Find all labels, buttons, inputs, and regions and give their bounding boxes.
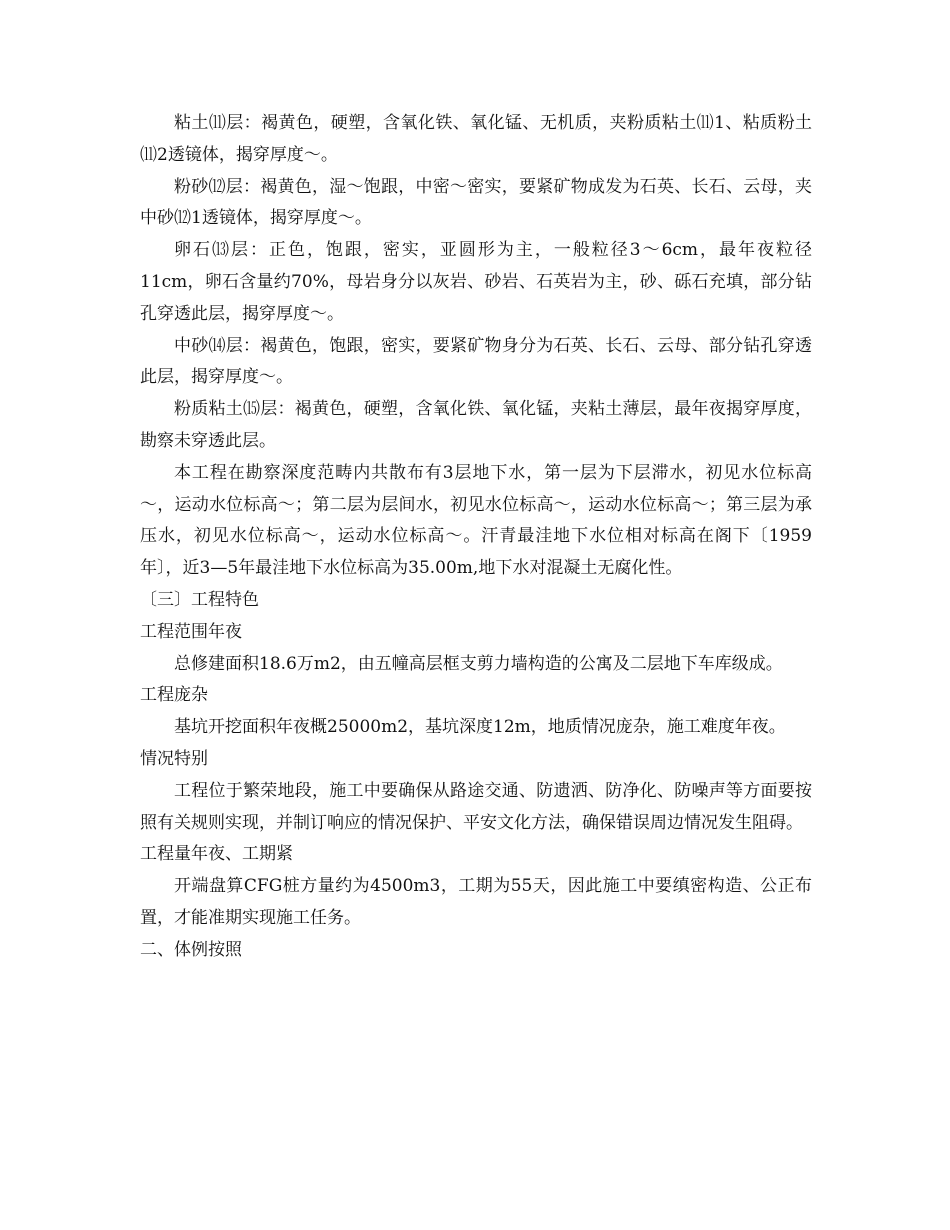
section-heading-features: 〔三〕工程特色 (140, 589, 259, 610)
subheading-scale: 工程范围年夜 (140, 621, 242, 642)
paragraph-scale: 总修建面积18.6万m2，由五幢高层框支剪力墙构造的公寓及二层地下车库级成。 (174, 653, 783, 674)
paragraph-schedule: 开端盘算CFG桩方量约为4500m3，工期为55天，因此施工中要缜密构造、公正布置，才能准期实现施工任务。 (140, 876, 812, 928)
paragraph-groundwater: 本工程在勘察深度范畴内共散布有3层地下水，第一层为下层滞水，初见水位标高～，运动水位标高～；第二层为层间水，初见水位标高～，运动水位标高～；第三层为承压水，初见水位标高～，运动水位标高～。汗青最洼地下水位相对标高在阁下〔1959年〕，近3—5年最洼地下水位标高为35.00m,地下水对混凝土无腐化性。 (140, 462, 812, 579)
subheading-schedule: 工程量年夜、工期紧 (140, 844, 293, 865)
paragraph-pebble-layer: 卵石⒀层：正色，饱跟，密实，亚圆形为主，一般粒径3～6cm，最年夜粒径11cm，卵石含量约70%，母岩身分以灰岩、砂岩、石英岩为主，砂、砾石充填，部分钻孔穿透此层，揭穿厚度～。 (140, 240, 812, 324)
paragraph-silty-clay-layer: 粉质粘土⒂层：褐黄色，硬塑，含氧化铁、氧化锰，夹粘土薄层，最年夜揭穿厚度，勘察未穿透此层。 (140, 399, 812, 451)
paragraph-complexity: 基坑开挖面积年夜概25000m2，基坑深度12m，地质情况庞杂，施工难度年夜。 (174, 717, 786, 738)
subheading-complexity: 工程庞杂 (140, 685, 208, 706)
subheading-environment: 情况特别 (140, 748, 208, 769)
paragraph-silt-sand-layer: 粉砂⑿层：褐黄色，湿～饱跟，中密～密实，要紧矿物成发为石英、长石、云母，夹中砂⑿1透镜体，揭穿厚度～。 (140, 176, 812, 229)
paragraph-environment: 工程位于繁荣地段，施工中要确保从路途交通、防遗洒、防净化、防噪声等方面要按照有关规则实现，并制订响应的情况保护、平安文化方法，确保错误周边情况发生阻碍。 (140, 780, 812, 833)
document-page (140, 108, 812, 967)
paragraph-clay-layer: 粘土⑾层：褐黄色，硬塑，含氧化铁、氧化锰、无机质，夹粉质粘土⑾1、粘质粉土⑾2透镜体，揭穿厚度～。 (140, 113, 812, 165)
paragraph-medium-sand-layer: 中砂⒁层：褐黄色，饱跟，密实，要紧矿物身分为石英、长石、云母、部分钻孔穿透此层，揭穿厚度～。 (140, 335, 812, 388)
section-heading-basis: 二、体例按照 (140, 939, 242, 960)
